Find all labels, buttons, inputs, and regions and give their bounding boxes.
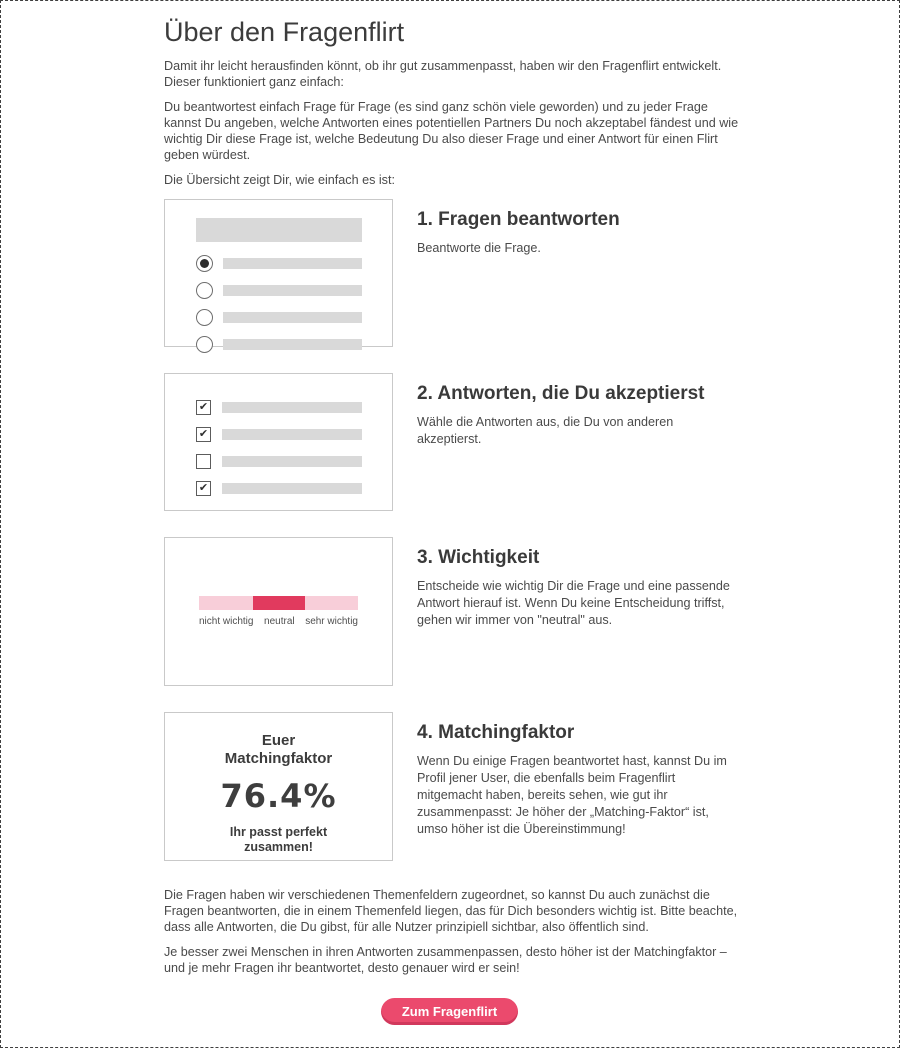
step-4-text (417, 712, 740, 861)
question-illustration (164, 199, 393, 347)
step-1-text (417, 199, 740, 347)
radio-icon (196, 336, 213, 353)
matching-caption (175, 825, 382, 855)
checkbox-icon: ✔ (196, 400, 211, 415)
matching-caption-line-1: Ihr passt perfekt (229, 825, 328, 839)
zum-fragenflirt-button[interactable]: Zum Fragenflirt (381, 998, 518, 1025)
answer-placeholder-bar (222, 402, 362, 413)
step-3-heading: 3. Wichtigkeit (417, 547, 540, 568)
answer-placeholder-bar (223, 339, 362, 350)
matching-value: 76.4% (220, 777, 337, 815)
answer-placeholder-bar (223, 312, 362, 323)
answer-placeholder-bar (222, 483, 362, 494)
matching-heading-line-1: Euer (261, 732, 296, 749)
step-1-heading: 1. Fragen beantworten (417, 209, 620, 230)
step-2-heading: 2. Antworten, die Du akzeptierst (417, 383, 705, 404)
outro-paragraph-2: Je besser zwei Menschen in ihren Antworten zusammenpassen, desto höher ist der Matchingfaktor – und je mehr Fragen ihr beantwortet, desto genauer wird er sein! (164, 945, 727, 975)
radio-icon (196, 309, 213, 326)
importance-segment (305, 596, 358, 610)
importance-bar (199, 596, 358, 627)
answer-placeholder-bar (223, 258, 362, 269)
matching-heading (175, 732, 382, 768)
radio-icon (196, 255, 213, 272)
main-content (1, 1, 899, 1025)
step-3-text (417, 537, 740, 686)
importance-segment (199, 596, 253, 610)
matching-caption-line-2: zusammen! (244, 840, 313, 854)
step-2-text (417, 373, 740, 511)
radio-icon (196, 282, 213, 299)
intro-paragraph-3: Die Übersicht zeigt Dir, wie einfach es ist: (164, 173, 395, 187)
importance-label: neutral (264, 616, 295, 627)
step-4-heading: 4. Matchingfaktor (417, 722, 575, 743)
importance-segment (253, 596, 305, 610)
step-row-1 (164, 199, 740, 347)
answer-placeholder-bar (222, 429, 362, 440)
step-3-body: Entscheide wie wichtig Dir die Frage und eine passende Antwort hierauf ist. Wenn Du keine Entscheidung triffst, gehen wir immer von "neutral" aus. (417, 579, 730, 627)
importance-label: sehr wichtig (305, 616, 358, 627)
question-placeholder-bar (196, 218, 362, 242)
step-row-2 (164, 373, 740, 511)
answer-placeholder-bar (222, 456, 362, 467)
checkbox-icon: ✔ (196, 481, 211, 496)
step-2-body: Wähle die Antworten aus, die Du von anderen akzeptierst. (417, 415, 674, 446)
accepted-answers-illustration (164, 373, 393, 511)
checkbox-icon: ✔ (196, 427, 211, 442)
cta-container (164, 998, 740, 1025)
outro-paragraph-1: Die Fragen haben wir verschiedenen Themenfeldern zugeordnet, so kannst Du auch zunächst die Fragen beantworten, die in einem Themenfeld liegen, das für Dich besonders wichtig ist. Bitte beachte, dass alle Antworten, die Du gibst, für alle Nutzer prinzipiell sichtbar, also öffentlich sind. (164, 888, 738, 934)
importance-label: nicht wichtig (199, 616, 254, 627)
outro-block (164, 887, 740, 976)
page-title: Über den Fragenflirt (164, 17, 405, 47)
matching-heading-line-2: Matchingfaktor (224, 750, 333, 767)
intro-paragraph-1: Damit ihr leicht herausfinden könnt, ob ihr gut zusammenpasst, haben wir den Fragenflirt entwickelt. Dieser funktioniert ganz einfach: (164, 59, 722, 89)
matching-illustration (164, 712, 393, 861)
step-row-3 (164, 537, 740, 686)
step-4-body: Wenn Du einige Fragen beantwortet hast, kannst Du im Profil jener User, die ebenfalls beim Fragenflirt mitgemacht haben, bereits sehen, wie gut ihr zusammenpasst: Je höher der „Matching-Faktor“ ist, umso höher ist die Übereinstimmung! (417, 754, 727, 836)
checkbox-list (196, 400, 362, 496)
checkbox-icon (196, 454, 211, 469)
radio-list (196, 255, 362, 353)
step-row-4 (164, 712, 740, 861)
step-1-body: Beantworte die Frage. (417, 241, 541, 255)
answer-placeholder-bar (223, 285, 362, 296)
intro-paragraph-2: Du beantwortest einfach Frage für Frage (es sind ganz schön viele geworden) und zu jeder Frage kannst Du angeben, welche Antworten eines potentiellen Partners Du noch akzeptabel fändest und wie wichtig Dir diese Frage ist, welche Bedeutung Du also dieser Frage und einer Antwort für einen Flirt geben würdest. (164, 100, 739, 162)
importance-illustration (164, 537, 393, 686)
